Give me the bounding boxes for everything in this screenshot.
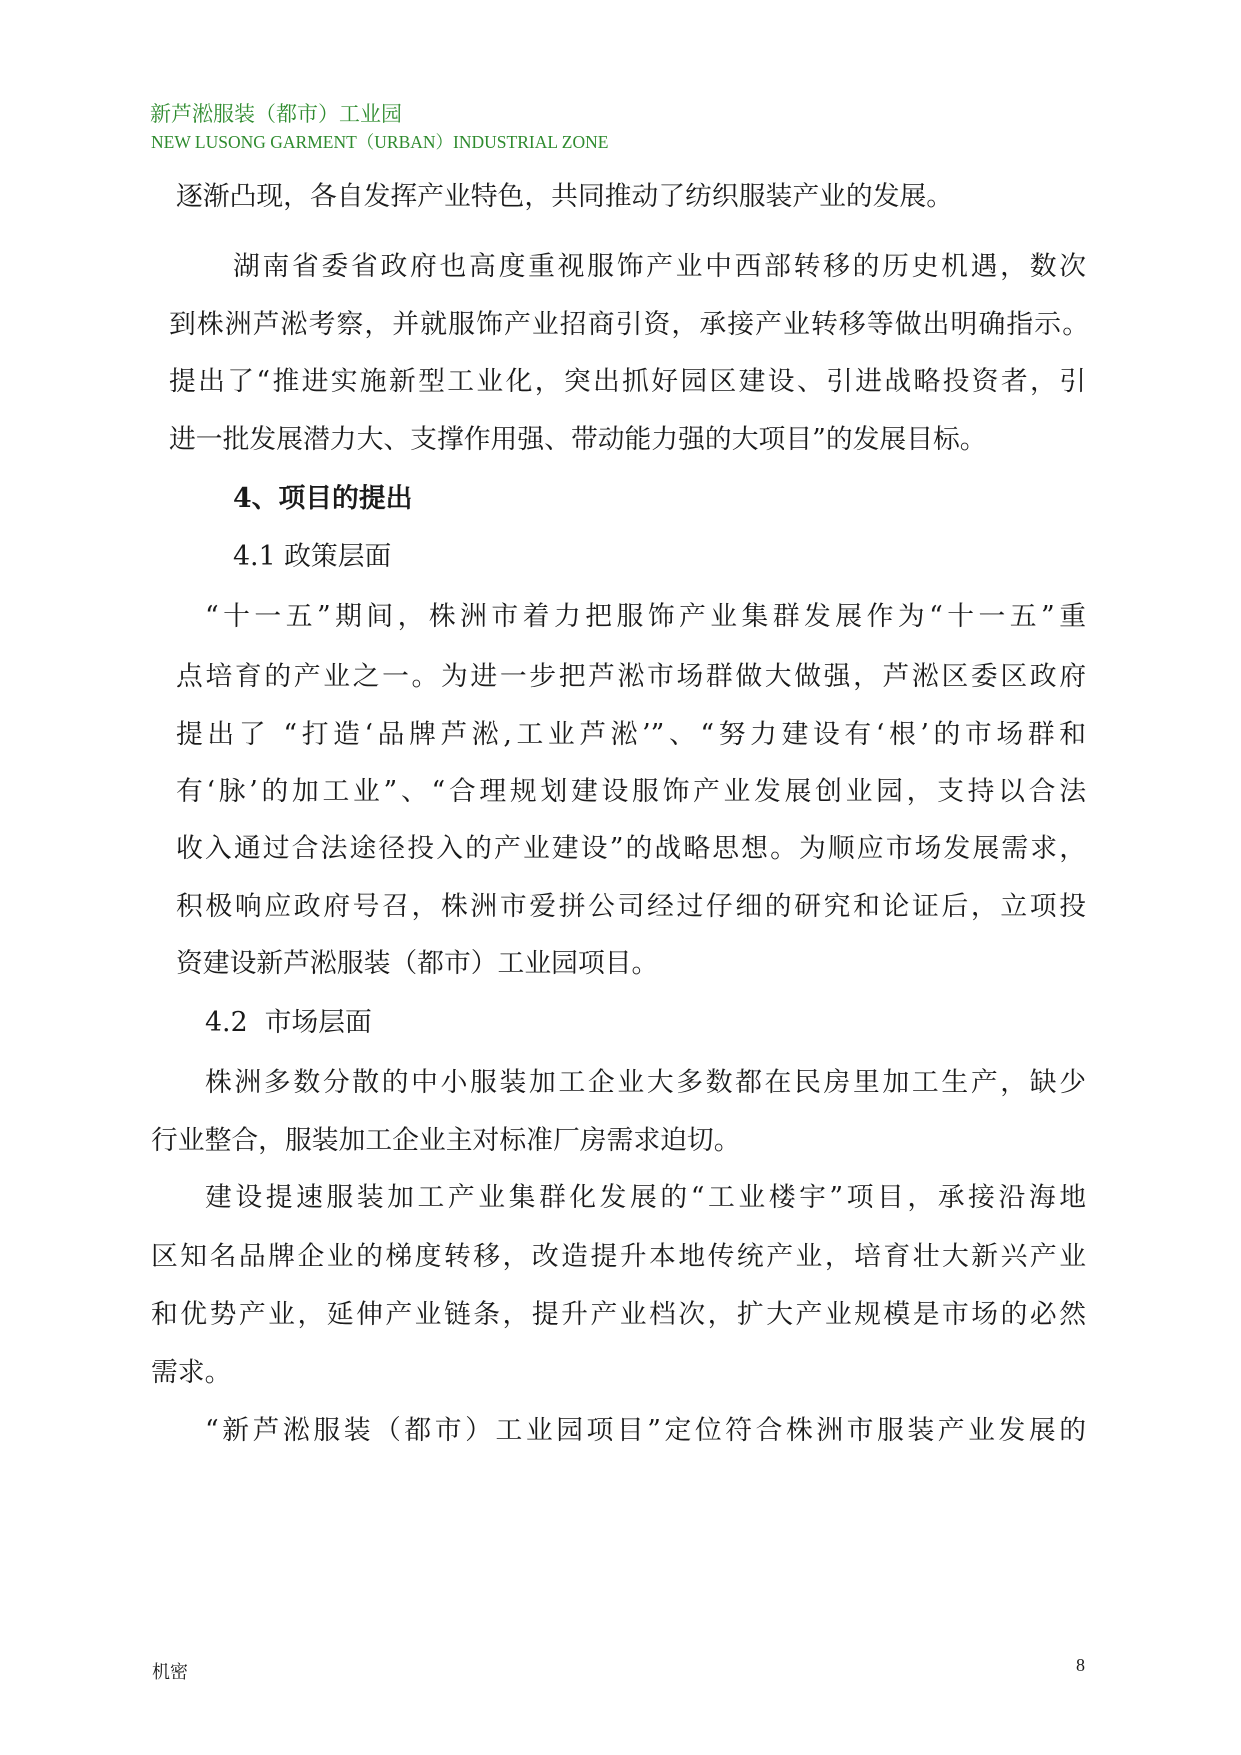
paragraph-line: 积极响应政府号召，株洲市爱拼公司经过仔细的研究和论证后，立项投 — [176, 891, 1086, 922]
paragraph-line: 需求。 — [151, 1357, 232, 1388]
paragraph-line: 建设提速服装加工产业集群化发展的“工业楼宇”项目，承接沿海地 — [205, 1182, 1086, 1213]
paragraph-line: 到株洲芦淞考察，并就服饰产业招商引资，承接产业转移等做出明确指示。 — [169, 309, 1089, 340]
paragraph-line: “新芦淞服装（都市）工业园项目”定位符合株洲市服装产业发展的 — [205, 1415, 1086, 1446]
subsection-heading: 4.2 市场层面 — [205, 1007, 372, 1038]
paragraph-line: 资建设新芦淞服装（都市）工业园项目。 — [176, 948, 659, 979]
paragraph-line: 区知名品牌企业的梯度转移，改造提升本地传统产业，培育壮大新兴产业 — [151, 1241, 1086, 1272]
header-title-en: NEW LUSONG GARMENT（URBAN）INDUSTRIAL ZONE — [151, 132, 609, 152]
paragraph-line: 收入通过合法途径投入的产业建设”的战略思想。为顺应市场发展需求， — [176, 833, 1086, 864]
confidential-label: 机密 — [152, 1662, 188, 1683]
paragraph-line: 点培育的产业之一。为进一步把芦淞市场群做大做强，芦淞区委区政府 — [176, 661, 1086, 692]
section-heading: 4、项目的提出 — [233, 483, 413, 514]
paragraph-line: 和优势产业，延伸产业链条，提升产业档次，扩大产业规模是市场的必然 — [151, 1299, 1086, 1330]
paragraph-line: 逐渐凸现，各自发挥产业特色，共同推动了纺织服装产业的发展。 — [176, 181, 954, 212]
paragraph-line: “十一五”期间，株洲市着力把服饰产业集群发展作为“十一五”重 — [205, 601, 1086, 632]
paragraph-line: 提出了 “打造‘品牌芦淞,工业芦淞’”、“努力建设有‘根’的市场群和 — [176, 719, 1086, 750]
page-number: 8 — [1076, 1655, 1085, 1675]
paragraph-line: 株洲多数分散的中小服装加工企业大多数都在民房里加工生产，缺少 — [205, 1067, 1086, 1098]
subsection-heading: 4.1 政策层面 — [233, 541, 392, 572]
paragraph-line: 进一批发展潜力大、支撑作用强、带动能力强的大项目”的发展目标。 — [169, 424, 987, 455]
paragraph-line: 有‘脉’的加工业”、“合理规划建设服饰产业发展创业园，支持以合法 — [176, 776, 1086, 807]
header-title-cn: 新芦淞服装（都市）工业园 — [150, 102, 402, 126]
paragraph-line: 行业整合，服装加工企业主对标准厂房需求迫切。 — [151, 1125, 741, 1156]
paragraph-line: 提出了“推进实施新型工业化，突出抓好园区建设、引进战略投资者，引 — [169, 366, 1086, 397]
paragraph-line: 湖南省委省政府也高度重视服饰产业中西部转移的历史机遇，数次 — [233, 251, 1086, 282]
